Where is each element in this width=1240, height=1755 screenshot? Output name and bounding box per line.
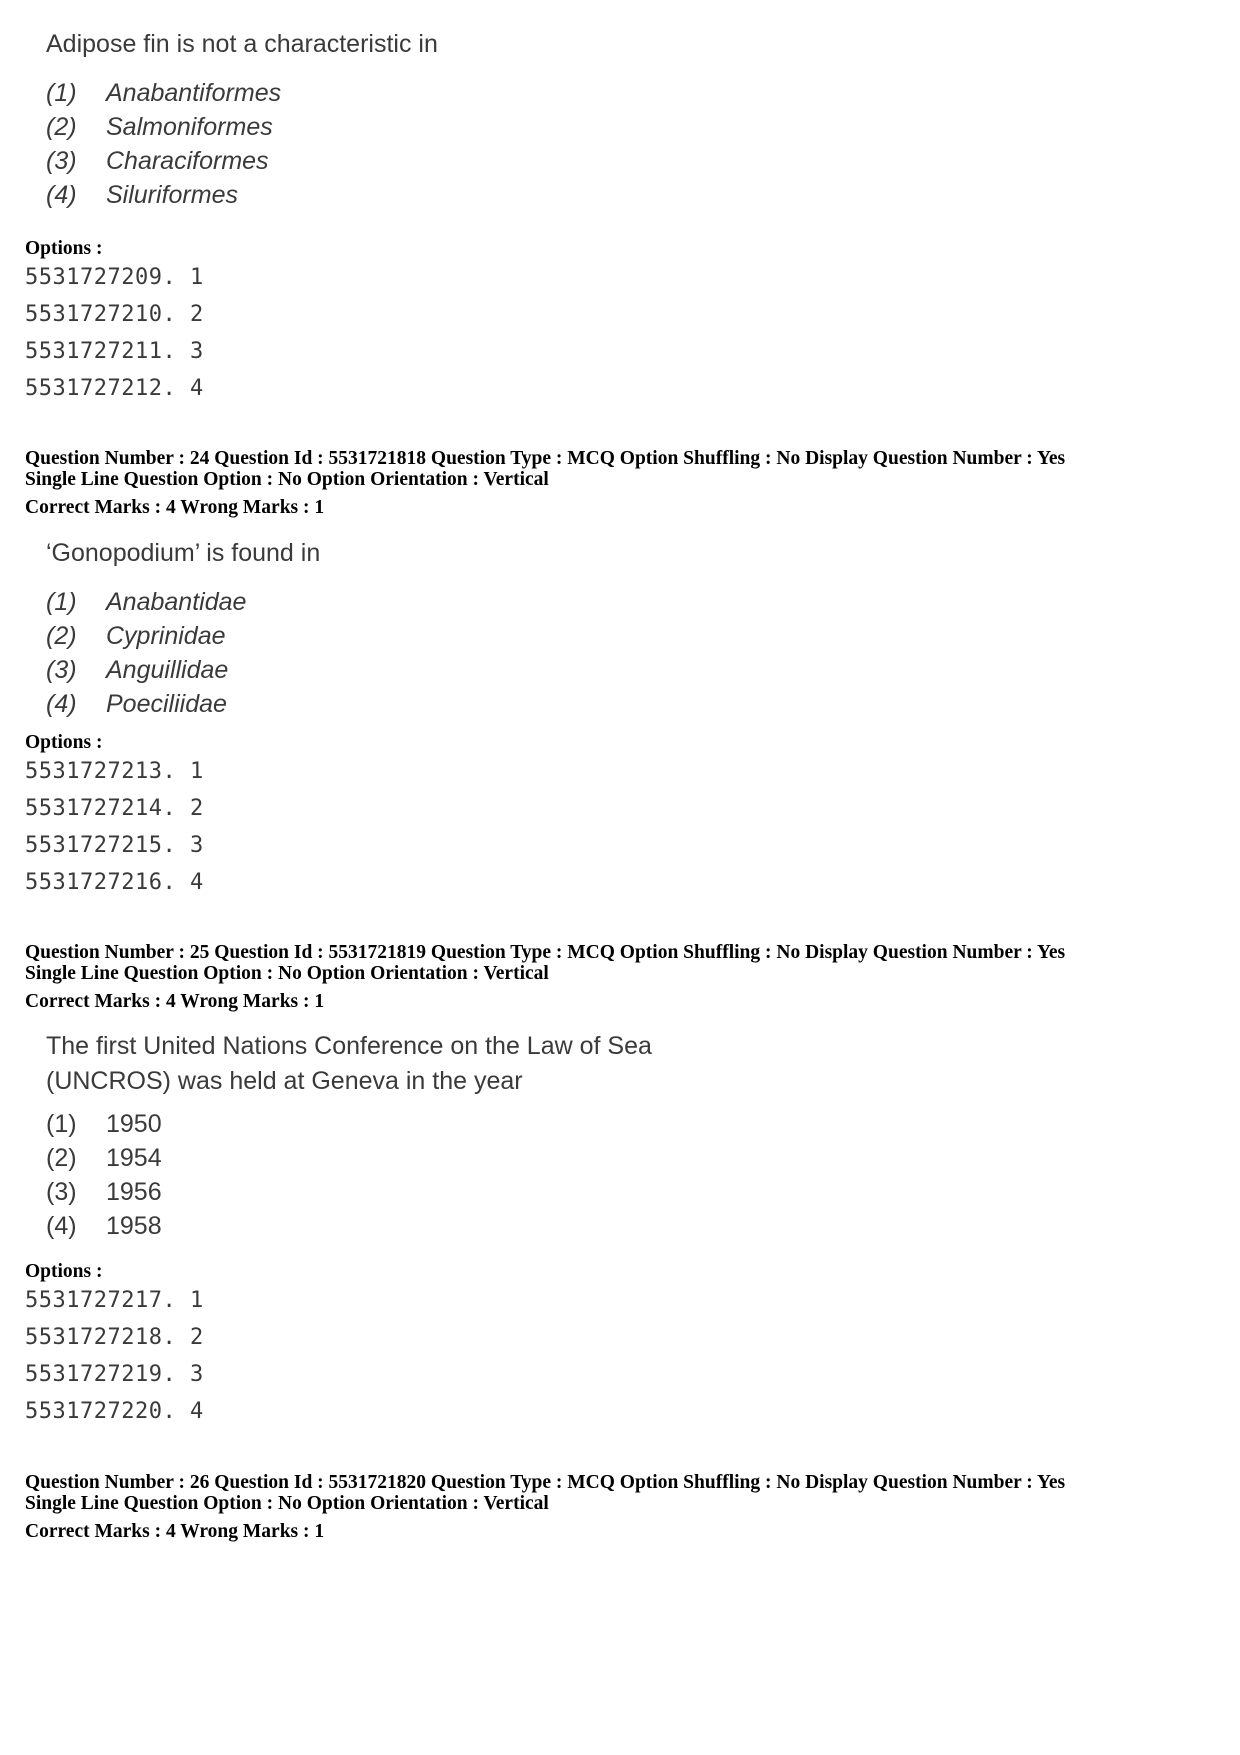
choice-item (46, 76, 281, 110)
question-stem-line: The first United Nations Conference on the Law of Sea (46, 1032, 652, 1060)
option-id: 5531727220. 4 (25, 1399, 204, 1424)
question-stem: Adipose fin is not a characteristic in (46, 30, 438, 58)
choice-number: (1) (46, 588, 77, 616)
choice-label: Siluriformes (106, 181, 238, 209)
options-heading: Options : (25, 1261, 103, 1282)
choice-list (46, 76, 281, 212)
choice-item (46, 178, 281, 212)
choice-label: Poeciliidae (106, 690, 227, 718)
choice-number: (2) (46, 113, 77, 141)
question-stem-line: (UNCROS) was held at Geneva in the year (46, 1067, 523, 1095)
choice-item (46, 1209, 162, 1243)
choice-item (46, 687, 246, 721)
choice-label: 1956 (106, 1178, 162, 1206)
choice-label: Anabantidae (106, 588, 247, 616)
choice-number: (4) (46, 690, 77, 718)
option-id: 5531727215. 3 (25, 833, 204, 858)
option-id: 5531727214. 2 (25, 796, 204, 821)
choice-list (46, 585, 246, 721)
choice-item (46, 619, 246, 653)
choice-label: Anguillidae (106, 656, 229, 684)
choice-label: Anabantiformes (106, 79, 282, 107)
question-meta-line: Single Line Question Option : No Option Orientation : Vertical (25, 1493, 549, 1514)
option-id: 5531727219. 3 (25, 1362, 204, 1387)
choice-item (46, 1175, 162, 1209)
choice-number: (3) (46, 656, 77, 684)
choice-item (46, 585, 246, 619)
choice-item (46, 1107, 162, 1141)
choice-number: (2) (46, 1144, 77, 1172)
choice-label: 1950 (106, 1110, 162, 1138)
choice-label: Cyprinidae (106, 622, 226, 650)
option-id-list (25, 1282, 204, 1430)
options-heading: Options : (25, 732, 103, 753)
option-id: 5531727210. 2 (25, 302, 204, 327)
choice-number: (1) (46, 1110, 77, 1138)
choice-item (46, 110, 281, 144)
choice-item (46, 144, 281, 178)
option-id: 5531727216. 4 (25, 870, 204, 895)
choice-label: 1954 (106, 1144, 162, 1172)
question-meta-line: Question Number : 26 Question Id : 5531721820 Question Type : MCQ Option Shuffling : No Display Question Number : Yes (25, 1472, 1066, 1493)
question-marks: Correct Marks : 4 Wrong Marks : 1 (25, 497, 325, 518)
option-id-list (25, 753, 204, 901)
options-heading: Options : (25, 238, 103, 259)
question-meta-line: Single Line Question Option : No Option Orientation : Vertical (25, 963, 549, 984)
option-id: 5531727209. 1 (25, 265, 204, 290)
choice-number: (1) (46, 79, 77, 107)
option-id-list (25, 259, 204, 407)
choice-item (46, 1141, 162, 1175)
option-id: 5531727211. 3 (25, 339, 204, 364)
question-meta-line: Question Number : 25 Question Id : 5531721819 Question Type : MCQ Option Shuffling : No Display Question Number : Yes (25, 942, 1066, 963)
option-id: 5531727217. 1 (25, 1288, 204, 1313)
option-id: 5531727212. 4 (25, 376, 204, 401)
question-meta-line: Single Line Question Option : No Option Orientation : Vertical (25, 469, 549, 490)
choice-list (46, 1107, 162, 1243)
option-id: 5531727218. 2 (25, 1325, 204, 1350)
choice-number: (4) (46, 181, 77, 209)
choice-label: Salmoniformes (106, 113, 273, 141)
choice-number: (4) (46, 1212, 77, 1240)
question-marks: Correct Marks : 4 Wrong Marks : 1 (25, 1521, 325, 1542)
choice-number: (3) (46, 147, 77, 175)
choice-label: Characiformes (106, 147, 269, 175)
choice-item (46, 653, 246, 687)
question-stem: ‘Gonopodium’ is found in (46, 539, 321, 567)
question-meta-line: Question Number : 24 Question Id : 5531721818 Question Type : MCQ Option Shuffling : No Display Question Number : Yes (25, 448, 1066, 469)
question-marks: Correct Marks : 4 Wrong Marks : 1 (25, 991, 325, 1012)
choice-label: 1958 (106, 1212, 162, 1240)
choice-number: (3) (46, 1178, 77, 1206)
option-id: 5531727213. 1 (25, 759, 204, 784)
choice-number: (2) (46, 622, 77, 650)
